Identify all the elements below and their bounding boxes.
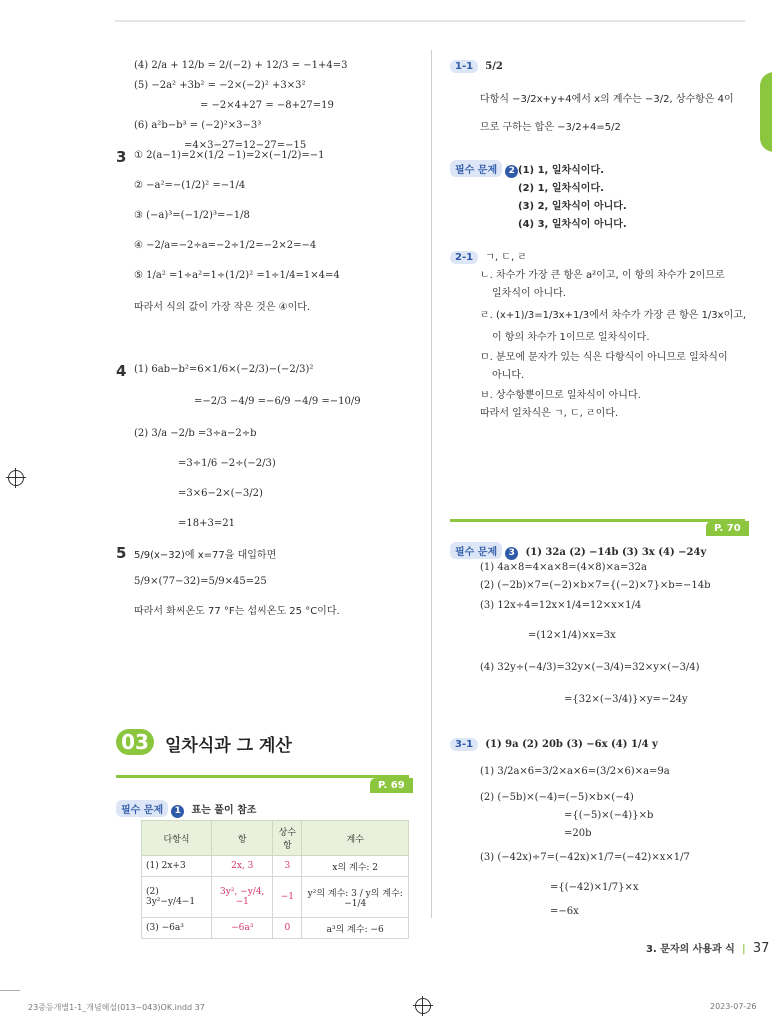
table-cell: 2x, 3 [212,856,273,877]
problem-5-solution [134,546,340,622]
section-title: 일차식과 그 계산 [165,736,292,756]
required-problem-2 [450,160,518,178]
chapter-title: 3. 문자의 사용과 식 [646,944,735,955]
solution-line: ㅁ. 분모에 문자가 있는 식은 다항식이 아니므로 일차식이 [480,352,728,363]
table-header: 다항식 [142,821,212,856]
problem-3-1-solution [480,766,690,924]
solution-line: (3) 12x÷4=12x×1/4=12×x×1/4 [480,600,642,611]
table-cell: −1 [273,877,302,918]
solution-line: ㅂ. 상수항뿐이므로 일차식이 아니다. [480,390,641,401]
registration-mark-icon [415,998,431,1014]
solution-line: =4×3−27=12−27=−15 [184,140,307,151]
solution-line: (1) 4a×8=4×a×8=(4×8)×a=32a [480,562,647,573]
registration-mark-icon [8,470,24,486]
problem-number-badge: 2 [505,165,518,178]
table-row [142,918,409,939]
solution-line: (3) (−42x)÷7=(−42x)×1/7=(−42)×x×1/7 [480,852,690,863]
table-cell: −6a³ [212,918,273,939]
solution-line: (4) 2/a + 12/b = 2/(−2) + 12/3 = −1+4=3 [134,60,348,71]
problem-2-continued [134,60,347,160]
solution-line: ② −a²=−(1/2)² =−1/4 [134,180,246,191]
problem-number-badge: 3 [505,547,518,560]
solution-line: =−6x [550,906,579,917]
page-tag: P. 70 [706,521,749,536]
table-cell: y²의 계수: 3 / y의 계수: −1/4 [302,877,409,918]
table-row [142,856,409,877]
section-number: 03 [116,729,154,755]
solution-line: ⑤ 1/a² =1÷a²=1÷(1/2)² =1÷1/4=1×4=4 [134,270,340,281]
page-tag: P. 69 [370,778,413,793]
solution-line: (2) (−5b)×(−4)=(−5)×b×(−4) [480,792,634,803]
polynomial-table [141,820,409,939]
solution-line: =3×6−2×(−3/2) [178,488,263,499]
file-name: 23중등개별1-1_개념해설(013~043)OK.indd 37 [28,1003,205,1012]
table-cell: 0 [273,918,302,939]
table-cell: 3y², −y/4, −1 [212,877,273,918]
required-problem-badge: 필수 문제 [450,542,502,559]
section-rule [450,519,745,522]
problem-answer: 5/2 [485,61,503,72]
solution-line: 5/9×(77−32)=5/9×45=25 [134,576,267,587]
problem-answer: 표는 풀이 참조 [191,805,257,816]
problem-number-badge: 1 [171,805,184,818]
problem-badge: 1-1 [450,60,478,73]
solution-line: (6) a²b−b³ = (−2)²×3−3³ [134,120,262,131]
table-header: 상수항 [273,821,302,856]
table-row [142,877,409,918]
print-date: 2023-07-26 [710,1002,757,1011]
solution-line: = −2×4+27 = −8+27=19 [200,100,334,111]
solution-line: ={32×(−3/4)}×y=−24y [564,694,688,705]
solution-line: =20b [564,828,592,839]
problem-4-solution [134,364,361,542]
page-footer [646,940,769,956]
solution-line: (2) (−2b)×7=(−2)×b×7={(−2)×7}×b=−14b [480,580,711,591]
problem-badge: 2-1 [450,251,478,264]
table-header: 계수 [302,821,409,856]
solution-line: 아니다. [492,370,525,381]
table-cell: (1) 2x+3 [142,856,212,877]
problem-1-1-solution [480,90,734,138]
solution-line: 따라서 화씨온도 77 °F는 섭씨온도 25 °C이다. [134,606,340,617]
solution-line: 일차식이 아니다. [492,288,566,299]
solution-line: 따라서 식의 값이 가장 작은 것은 ④이다. [134,302,311,313]
problem-3-solution [480,562,711,718]
solution-line: ③ (−a)³=(−1/2)³=−1/8 [134,210,250,221]
problem-3-1 [450,738,658,751]
problem-badge: 3-1 [450,738,478,751]
answer-line: (2) 1, 일차식이다. [518,183,604,194]
answer-line: (4) 3, 일차식이 아니다. [518,219,627,230]
footer-rule [0,990,20,991]
top-rule [115,20,745,22]
answer-line: (1) 1, 일차식이다. [518,165,604,176]
solution-line: 따라서 일차식은 ㄱ, ㄷ, ㄹ이다. [480,408,619,419]
problem-2-1 [450,248,527,264]
solution-line: 5/9(x−32)에 x=77을 대입하면 [134,550,277,561]
problem-answer: (1) 9a (2) 20b (3) −6x (4) 1/4 y [485,739,658,750]
solution-line: 다항식 −3/2x+y+4에서 x의 계수는 −3/2, 상수항은 4이 [480,94,734,105]
answer-line: (3) 2, 일차식이 아니다. [518,201,627,212]
table-cell: a³의 계수: −6 [302,918,409,939]
solution-line: =3÷1/6 −2÷(−2/3) [178,458,276,469]
footer-divider: | [742,944,746,955]
problem-number: 4 [116,362,127,380]
table-header: 항 [212,821,273,856]
solution-line: ={(−5)×(−4)}×b [564,810,654,821]
table-cell: (3) −6a³ [142,918,212,939]
table-cell: 3 [273,856,302,877]
solution-line: (4) 32y÷(−4/3)=32y×(−3/4)=32×y×(−3/4) [480,662,700,673]
column-divider [431,50,432,918]
required-problem-3 [450,542,706,560]
required-problem-badge: 필수 문제 [116,800,168,817]
solution-line: ㄹ. (x+1)/3=1/3x+1/3에서 차수가 가장 큰 항은 1/3x이고, [480,310,747,321]
required-problem-1 [116,800,256,818]
solution-line: 므로 구하는 합은 −3/2+4=5/2 [480,122,621,133]
solution-line: (2) 3/a −2/b =3÷a−2÷b [134,428,257,439]
problem-3-solution [134,150,340,318]
solution-line: =(12×1/4)×x=3x [528,630,616,641]
table-cell: x의 계수: 2 [302,856,409,877]
section-rule [116,775,409,778]
problem-number: 3 [116,148,127,166]
chapter-side-tab [760,72,772,152]
problem-number: 5 [116,544,127,562]
solution-line: ① 2(a−1)=2×(1/2 −1)=2×(−1/2)=−1 [134,150,325,161]
problem-answer: ㄱ, ㄷ, ㄹ [485,252,527,263]
problem-1-1 [450,60,503,73]
page-number: 37 [752,941,770,956]
solution-line: ④ −2/a=−2÷a=−2÷1/2=−2×2=−4 [134,240,317,251]
solution-line: (5) −2a² +3b² = −2×(−2)² +3×3² [134,80,306,91]
solution-line: =18+3=21 [178,518,235,529]
solution-line: (1) 3/2a×6=3/2×a×6=(3/2×6)×a=9a [480,766,670,777]
problem-answer: (1) 32a (2) −14b (3) 3x (4) −24y [525,547,707,558]
solution-line: (1) 6ab−b²=6×1/6×(−2/3)−(−2/3)² [134,364,314,375]
required-problem-badge: 필수 문제 [450,160,502,177]
solution-line: ={(−42)×1/7}×x [550,882,639,893]
solution-line: 이 항의 차수가 1이므로 일차식이다. [492,332,650,343]
solution-line: =−2/3 −4/9 =−6/9 −4/9 =−10/9 [194,396,361,407]
table-cell: (2) 3y²−y/4−1 [142,877,212,918]
problem-2-answers [518,161,627,233]
solution-line: ㄴ. 차수가 가장 큰 항은 a²이고, 이 항의 차수가 2이므로 [480,270,725,281]
problem-2-1-solution [480,266,746,422]
